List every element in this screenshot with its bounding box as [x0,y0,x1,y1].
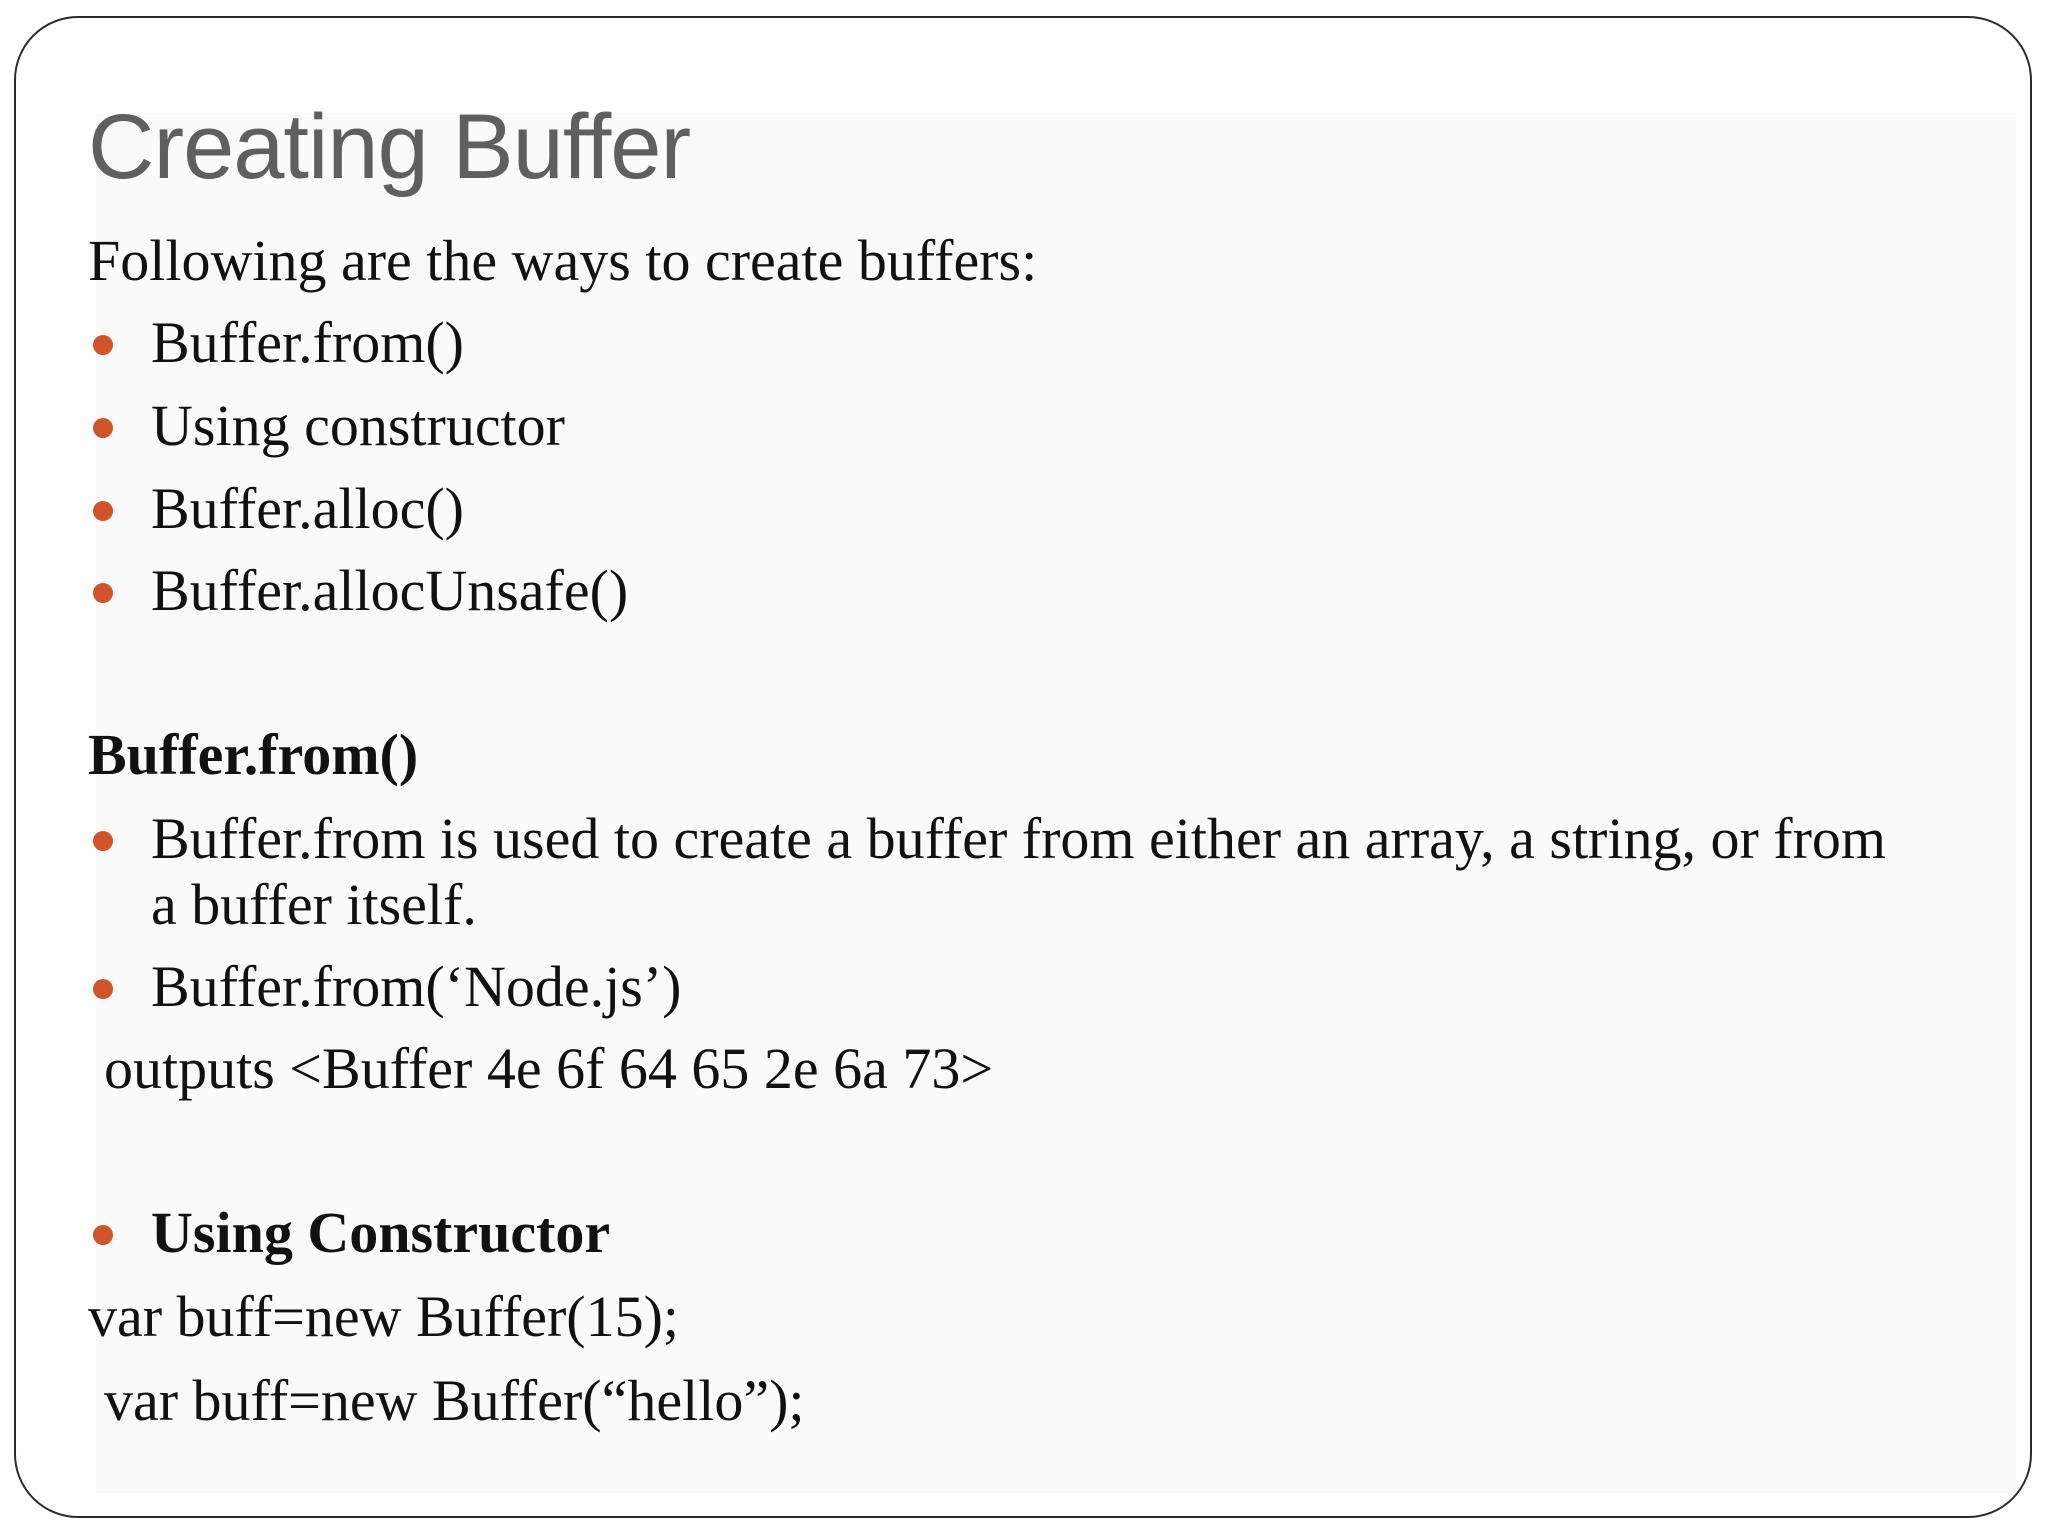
bullet-dot-icon [93,1225,113,1245]
bullet-dot-icon [93,979,113,999]
from-bullet-text: Buffer.from(‘Node.js’) [151,954,682,1019]
from-bullet-1 [151,806,1911,938]
constructor-heading-label: Using Constructor [151,1200,611,1265]
bullet-dot-icon [93,583,113,603]
bullet-dot-icon [93,831,113,851]
section-heading-from: Buffer.from() [88,722,419,787]
bullet-dot-icon [93,501,113,521]
slide-title: Creating Buffer [88,96,691,198]
ways-item-1 [151,310,464,376]
intro-text: Following are the ways to create buffers: [88,228,1038,293]
bullet-dot-icon [93,418,113,438]
from-bullet-text: Buffer.from is used to create a buffer from either an array, a string, or from a buffer itself. [151,806,1887,937]
ways-item-2 [151,393,565,459]
constructor-code-1: var buff=new Buffer(15); [88,1284,680,1349]
bullet-dot-icon [93,335,113,355]
ways-item-3 [151,476,464,542]
constructor-code-2: var buff=new Buffer(“hello”); [104,1368,805,1433]
from-output-text: outputs <Buffer 4e 6f 64 65 2e 6a 73> [104,1036,994,1101]
from-bullet-2 [151,954,681,1020]
ways-item-label: Buffer.from() [151,310,464,375]
ways-item-label: Buffer.allocUnsafe() [151,558,629,623]
ways-item-label: Using constructor [151,393,565,458]
ways-item-4 [151,558,628,624]
ways-item-label: Buffer.alloc() [151,476,464,541]
section-heading-constructor [151,1200,610,1266]
